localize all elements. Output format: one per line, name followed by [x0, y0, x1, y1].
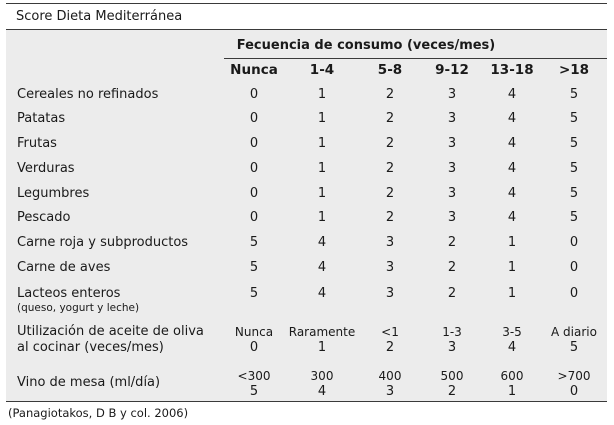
table-title: Score Dieta Mediterránea	[6, 3, 607, 30]
score-cell: 1	[317, 161, 327, 176]
score-cell: 2	[447, 286, 457, 301]
oil-option-cell	[442, 324, 462, 356]
row-label	[17, 161, 75, 177]
score-cell: 0	[249, 136, 259, 151]
score-cell: 4	[317, 235, 327, 250]
wine-option-cell	[238, 368, 271, 400]
row-label-text: Lacteos enteros	[17, 286, 121, 301]
wine-option-cell	[311, 368, 334, 400]
score-cell: 4	[507, 111, 517, 126]
score-cell: 4	[317, 260, 327, 275]
score-cell: 5	[249, 286, 259, 301]
score-cell: 2	[385, 210, 395, 225]
wine-option-score: 1	[507, 384, 517, 399]
score-cell: 3	[447, 186, 457, 201]
wine-row-label: Vino de mesa (ml/día)	[17, 375, 161, 390]
wine-option-cell	[558, 368, 591, 400]
score-cell: 2	[447, 235, 457, 250]
score-cell: 0	[249, 210, 259, 225]
score-cell: 0	[249, 111, 259, 126]
score-cell: 3	[385, 235, 395, 250]
score-cell: 2	[385, 87, 395, 102]
score-cell: 1	[317, 111, 327, 126]
score-cell: 1	[317, 210, 327, 225]
score-cell: 0	[569, 286, 579, 301]
wine-option-label: 600	[500, 369, 524, 383]
score-cell: 2	[385, 186, 395, 201]
score-cell: 4	[507, 186, 517, 201]
column-header: >18	[558, 62, 590, 78]
score-cell: 1	[507, 260, 517, 275]
oil-row-label	[17, 324, 204, 356]
score-cell: 4	[317, 286, 327, 301]
wine-option-label: 500	[440, 369, 464, 383]
oil-option-score: 1	[317, 340, 327, 355]
score-cell: 0	[569, 235, 579, 250]
score-cell: 0	[249, 161, 259, 176]
wine-option-label: >700	[557, 369, 591, 383]
oil-option-label: 1-3	[442, 325, 462, 339]
oil-option-cell	[551, 324, 597, 356]
oil-row-label-line: Utilización de aceite de oliva	[17, 324, 204, 339]
row-label-text: Pescado	[17, 210, 71, 225]
frequency-heading-text: Fecuencia de consumo (veces/mes)	[236, 38, 496, 53]
wine-option-score: 3	[385, 384, 395, 399]
score-cell: 3	[385, 286, 395, 301]
score-cell: 4	[507, 136, 517, 151]
wine-option-label: 400	[378, 369, 402, 383]
row-label-text: Carne roja y subproductos	[17, 235, 189, 250]
oil-option-label: A diario	[551, 325, 597, 339]
oil-option-label: Raramente	[288, 325, 356, 339]
frequency-divider	[224, 58, 607, 59]
score-cell: 2	[385, 161, 395, 176]
row-label	[17, 210, 70, 226]
wine-option-label: 300	[310, 369, 334, 383]
oil-row-label-line: al cocinar (veces/mes)	[17, 340, 164, 355]
score-cell: 1	[507, 286, 517, 301]
row-label-text: Legumbres	[17, 186, 90, 201]
oil-option-cell	[381, 324, 399, 356]
row-label	[17, 260, 110, 276]
wine-option-score: 2	[447, 384, 457, 399]
column-header: 5-8	[377, 62, 403, 78]
score-cell: 1	[507, 235, 517, 250]
score-cell: 5	[249, 260, 259, 275]
score-cell: 0	[249, 87, 259, 102]
row-label	[17, 186, 89, 202]
score-cell: 2	[385, 136, 395, 151]
oil-option-cell	[289, 324, 355, 356]
score-cell: 3	[447, 111, 457, 126]
score-cell: 1	[317, 87, 327, 102]
wine-option-cell	[379, 368, 402, 400]
wine-option-label: <300	[237, 369, 271, 383]
wine-option-cell	[501, 368, 524, 400]
column-header: 9-12	[435, 62, 469, 78]
column-header: Nunca	[230, 62, 278, 78]
oil-option-label: 3-5	[502, 325, 522, 339]
row-label	[17, 235, 188, 251]
frequency-heading	[0, 38, 607, 58]
score-cell: 5	[249, 235, 259, 250]
score-cell: 4	[507, 87, 517, 102]
row-sublabel: (queso, yogurt y leche)	[17, 302, 140, 314]
oil-option-score: 4	[507, 340, 517, 355]
row-label-text: Cereales no refinados	[17, 87, 159, 102]
score-cell: 4	[507, 161, 517, 176]
oil-option-label: <1	[381, 325, 399, 339]
score-cell: 1	[317, 136, 327, 151]
wine-option-cell	[441, 368, 464, 400]
score-cell: 0	[249, 186, 259, 201]
row-label-text: Frutas	[17, 136, 57, 151]
oil-option-score: 5	[569, 340, 579, 355]
oil-option-score: 3	[447, 340, 457, 355]
oil-option-label: Nunca	[234, 325, 274, 339]
score-cell: 2	[447, 260, 457, 275]
score-cell: 5	[569, 161, 579, 176]
row-label-text: Carne de aves	[17, 260, 111, 275]
citation: (Panagiotakos, D B y col. 2006)	[8, 406, 189, 420]
score-cell: 2	[385, 111, 395, 126]
oil-option-cell	[502, 324, 522, 356]
column-header: 1-4	[309, 62, 335, 78]
score-cell: 3	[447, 87, 457, 102]
row-label	[17, 286, 139, 314]
score-cell: 5	[569, 186, 579, 201]
score-cell: 5	[569, 87, 579, 102]
oil-option-score: 0	[249, 340, 259, 355]
row-label-text: Patatas	[17, 111, 66, 126]
score-cell: 3	[447, 136, 457, 151]
score-cell: 3	[447, 210, 457, 225]
wine-option-score: 5	[249, 384, 259, 399]
score-cell: 3	[385, 260, 395, 275]
score-cell: 4	[507, 210, 517, 225]
score-cell: 1	[317, 186, 327, 201]
row-label	[17, 136, 57, 152]
score-cell: 0	[569, 260, 579, 275]
score-cell: 5	[569, 136, 579, 151]
wine-option-score: 0	[569, 384, 579, 399]
oil-option-cell	[235, 324, 273, 356]
row-label-text: Verduras	[17, 161, 75, 176]
oil-option-score: 2	[385, 340, 395, 355]
column-header: 13-18	[490, 62, 534, 78]
row-label	[17, 111, 65, 127]
row-label	[17, 87, 158, 103]
score-cell: 3	[447, 161, 457, 176]
score-cell: 5	[569, 111, 579, 126]
wine-option-score: 4	[317, 384, 327, 399]
score-cell: 5	[569, 210, 579, 225]
